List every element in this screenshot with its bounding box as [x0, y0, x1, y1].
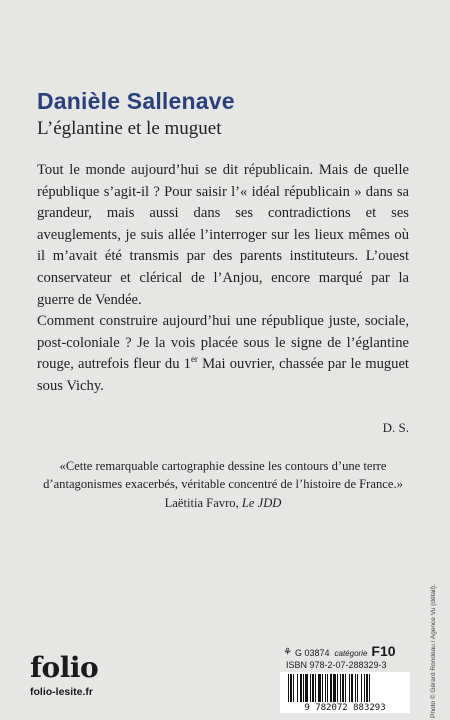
gallimard-g-icon: ⚘	[283, 647, 292, 658]
ordinal-superscript: er	[190, 354, 198, 365]
barcode-bars	[280, 672, 410, 704]
catalog-code: G 03874	[294, 648, 330, 658]
isbn: ISBN 978-2-07-288329-3	[286, 660, 387, 670]
folio-logo: folio	[30, 651, 99, 684]
publisher-logo-block	[30, 651, 99, 698]
barcode	[280, 672, 410, 712]
press-quote: «Cette remarquable cartographie dessine les contours d’une terre d’antagonismes exacerbés, véritable concentré de l’histoire de France.»	[43, 459, 403, 491]
blurb	[37, 160, 409, 398]
press-quote-attribution	[28, 496, 418, 511]
author-initials: D. S.	[382, 420, 409, 435]
category-label: catégorie	[334, 649, 368, 658]
book-title: L’églantine et le muguet	[37, 118, 222, 139]
blurb-paragraph-1: Tout le monde aujourd’hui se dit républicain. Mais de quelle république s’agit-il ? Pour saisir l’« idéal républicain » dans sa grandeur, mais aussi dans ses contradictions et ses aveuglements, je suis allée l’interroger sur les lieux mêmes où il m’avait été transmis par des parents instituteurs. L’ouest conservateur et clérical de l’Anjou, encore marqué par la guerre de Vendée.	[37, 162, 409, 308]
quote-author: Laëtitia Favro,	[164, 496, 239, 510]
blurb-paragraph-2	[37, 311, 409, 397]
catalog-line	[283, 640, 396, 658]
photo-credit: Photo © Gérard Rondeau / Agence Vu (détail).	[430, 584, 437, 718]
publisher-url: folio-lesite.fr	[30, 686, 94, 698]
category-code: F10	[371, 643, 396, 659]
blurb-paragraph-2-text: Comment construire aujourd’hui une république juste, sociale, post-coloniale ? Je la vois placée sous le signe de l’églantine rouge, autrefois fleur du 1	[37, 313, 409, 373]
author-name: Danièle Sallenave	[37, 88, 235, 114]
blurb-paragraph-2-end: Mai ouvrier, chassée par le muguet sous Vichy.	[37, 356, 409, 394]
quote-publication: Le JDD	[241, 496, 282, 510]
barcode-digits: 9 782072 883293	[280, 703, 410, 713]
